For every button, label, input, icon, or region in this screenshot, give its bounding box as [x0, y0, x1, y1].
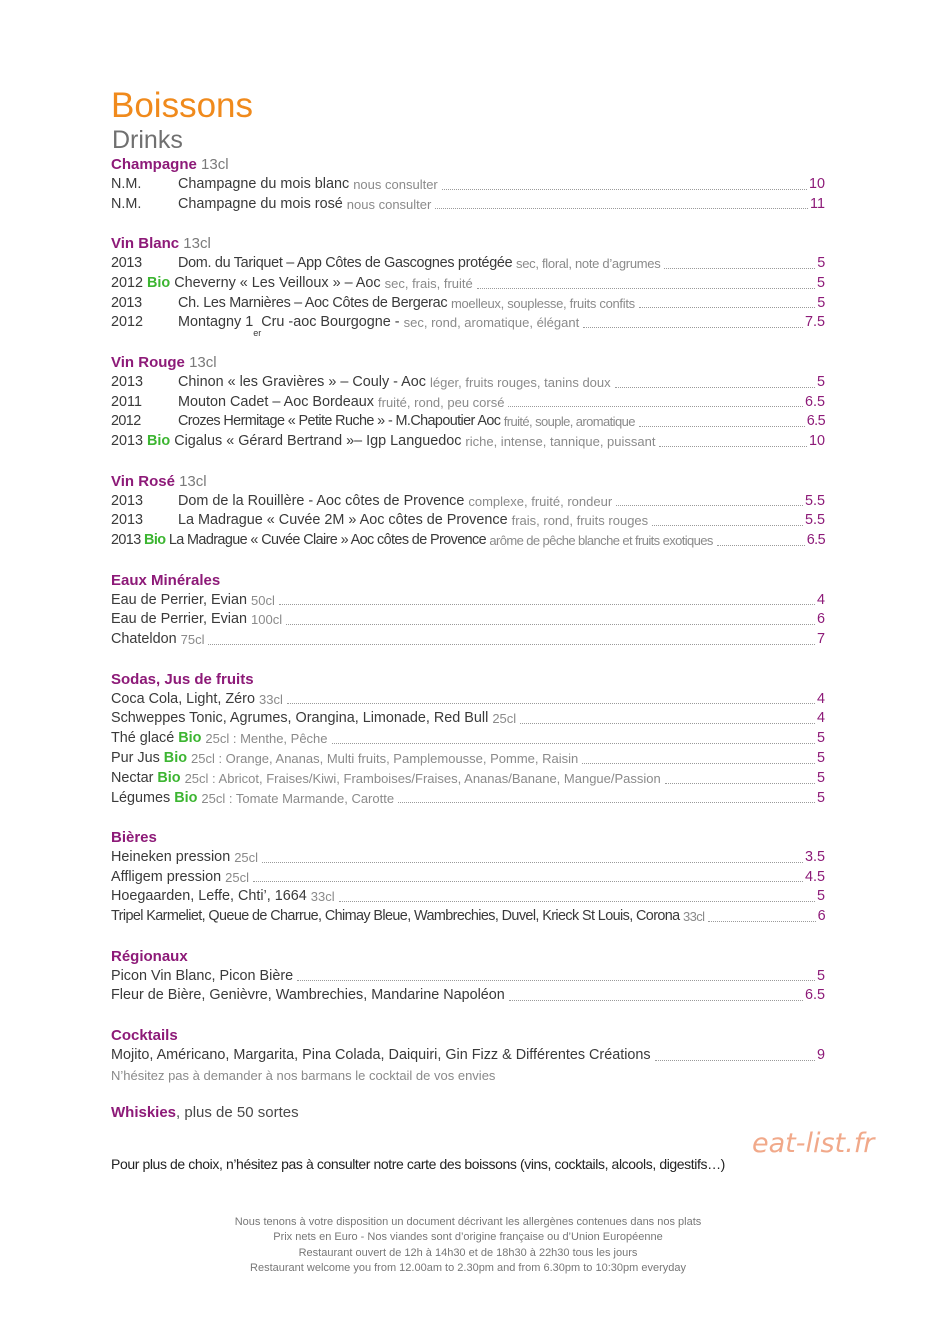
- row-name: Cheverny « Les Veilloux » – Aoc: [174, 274, 381, 291]
- dot-leader: [582, 763, 815, 764]
- menu-row: [111, 274, 825, 294]
- row-name: Eau de Perrier, Evian: [111, 611, 247, 628]
- dot-leader: [297, 980, 815, 981]
- row-name: Cigalus « Gérard Bertrand »– Igp Languedoc: [174, 433, 462, 450]
- row-desc: 33cl: [683, 909, 705, 925]
- section-header: [111, 472, 825, 492]
- menu-page: [111, 86, 825, 1123]
- row-price: 11: [810, 195, 825, 212]
- row-name: Légumes: [111, 789, 171, 806]
- menu-row: [111, 492, 825, 512]
- section-eaux-minerales: [111, 571, 825, 650]
- dot-leader: [659, 446, 807, 447]
- dot-leader: [262, 862, 803, 863]
- row-price: 5: [816, 730, 825, 747]
- bio-badge: Bio: [174, 789, 198, 806]
- menu-row: [111, 848, 825, 868]
- row-desc: arôme de pêche blanche et fruits exotiques: [489, 533, 713, 549]
- dot-leader: [253, 881, 803, 882]
- row-year: 2013: [111, 254, 142, 271]
- dot-leader: [286, 624, 815, 625]
- row-name: Dom de la Rouillère - Aoc côtes de Provence: [178, 492, 465, 509]
- row-year: 2013: [111, 294, 142, 311]
- bio-badge: Bio: [178, 730, 202, 747]
- page-subtitle: Drinks: [112, 126, 183, 154]
- section-title: Régionaux: [111, 947, 188, 965]
- row-name: Crozes Hermitage « Petite Ruche » - M.Chapoutier Aoc: [178, 413, 501, 430]
- section-vin-rose: [111, 472, 825, 551]
- row-desc: 33cl: [310, 889, 335, 905]
- dot-leader: [339, 901, 815, 902]
- row-name: Tripel Karmeliet, Queue de Charrue, Chimay Bleue, Wambrechies, Duvel, Krieck St Louis, Corona: [111, 908, 680, 925]
- section-header: [111, 670, 825, 690]
- row-price: 3.5: [804, 848, 825, 865]
- section-header: [111, 571, 825, 591]
- menu-row: 2012 Montagny 1 er Cru -aoc Bourgogne - sec, rond, aromatique, élégant 7.5: [111, 314, 825, 339]
- dot-leader: [398, 802, 815, 803]
- row-name: Schweppes Tonic, Agrumes, Orangina, Limonade, Red Bull: [111, 710, 489, 727]
- row-name: Thé glacé: [111, 730, 175, 747]
- row-name: Chinon « les Gravières » – Couly - Aoc: [178, 373, 426, 390]
- menu-row: [111, 373, 825, 393]
- menu-row: [111, 254, 825, 274]
- row-name: Nectar: [111, 769, 154, 786]
- row-desc: nous consulter: [346, 196, 432, 212]
- row-desc: sec, floral, note d’agrumes: [516, 255, 661, 271]
- row-desc: moelleux, souplesse, fruits confits: [450, 295, 635, 311]
- dot-leader: [717, 545, 805, 546]
- footer-line: Prix nets en Euro - Nos viandes sont d’origine française ou d’Union Européenne: [273, 1231, 663, 1244]
- cocktail-note: N’hésitez pas à demander à nos barmans le cocktail de vos envies: [111, 1067, 496, 1083]
- row-desc: 25cl: [225, 869, 249, 885]
- section-header: [111, 828, 825, 848]
- dot-leader: [477, 288, 815, 289]
- page-title: Boissons: [111, 86, 254, 125]
- menu-row: [111, 294, 825, 314]
- section-title: Vin Rosé: [111, 472, 175, 490]
- row-name-cont: Cru -aoc Bourgogne -: [261, 314, 400, 331]
- row-name: Coca Cola, Light, Zéro: [111, 690, 255, 707]
- section-title: Bières: [111, 829, 157, 847]
- section-volume: 13cl: [183, 235, 211, 253]
- row-year: 2013: [111, 532, 141, 549]
- footer: [0, 1215, 936, 1276]
- row-price: 9: [816, 1046, 825, 1063]
- section-title: Champagne: [111, 156, 197, 173]
- row-name: La Madrague « Cuvée 2M » Aoc côtes de Provence: [178, 512, 508, 529]
- row-desc: nous consulter: [353, 176, 438, 192]
- row-price: 6: [817, 908, 825, 925]
- watermark-logo: eat-list.fr: [752, 1128, 875, 1159]
- row-name: Chateldon: [111, 631, 177, 648]
- dot-leader: [639, 426, 805, 427]
- more-choice-note: Pour plus de choix, n’hésitez pas à consulter notre carte des boissons (vins, cocktails, alcools, digestifs…): [111, 1156, 725, 1172]
- whiskies-title: Whiskies: [111, 1103, 177, 1121]
- menu-row: [111, 630, 825, 650]
- row-price: 5: [817, 294, 825, 311]
- row-price: 5: [816, 789, 825, 806]
- row-desc: fruité, rond, peu corsé: [378, 394, 505, 410]
- row-price: 4.5: [804, 868, 825, 885]
- dot-leader: [279, 604, 815, 605]
- section-header: [111, 353, 825, 373]
- row-desc: 33cl: [258, 691, 283, 707]
- row-desc: 75cl: [180, 632, 205, 648]
- menu-row: [111, 868, 825, 888]
- row-year: 2012: [111, 314, 144, 331]
- dot-leader: [655, 1060, 815, 1061]
- menu-row: [111, 769, 825, 789]
- row-name: Pur Jus: [111, 749, 160, 766]
- section-vin-rouge: [111, 353, 825, 452]
- section-title: Sodas, Jus de fruits: [111, 670, 254, 688]
- menu-row: [111, 887, 825, 907]
- row-name: Champagne du mois rosé: [178, 195, 343, 212]
- row-price: 7.5: [804, 314, 825, 331]
- row-price: 5: [816, 749, 825, 766]
- menu-row: [111, 986, 825, 1006]
- row-price: 6.5: [806, 532, 825, 549]
- dot-leader: [664, 268, 815, 269]
- section-sodas: [111, 670, 825, 809]
- row-name: Mouton Cadet – Aoc Bordeaux: [178, 393, 375, 410]
- row-name: La Madrague « Cuvée Claire » Aoc côtes de Provence: [168, 532, 487, 549]
- row-desc: 25cl : Tomate Marmande, Carotte: [201, 790, 395, 806]
- row-name: Hoegaarden, Leffe, Chti’, 1664: [111, 888, 307, 905]
- section-regionaux: [111, 947, 825, 1006]
- row-price: 6: [816, 611, 825, 628]
- section-header: [111, 155, 825, 175]
- row-price: 5: [816, 274, 825, 291]
- row-desc: 25cl: [234, 849, 259, 865]
- row-price: 5: [817, 254, 825, 271]
- dot-leader: [639, 307, 815, 308]
- section-volume: 13cl: [179, 472, 207, 490]
- section-bieres: [111, 828, 825, 927]
- row-desc: 100cl: [251, 612, 283, 628]
- dot-leader: [332, 743, 815, 744]
- menu-row: [111, 591, 825, 611]
- menu-row: [111, 907, 825, 927]
- dot-leader: [508, 406, 803, 407]
- dot-leader: [615, 387, 815, 388]
- row-price: 10: [808, 433, 825, 450]
- row-price: 10: [808, 175, 825, 192]
- row-name: Eau de Perrier, Evian: [111, 591, 247, 608]
- row-desc: frais, rond, fruits rouges: [511, 513, 649, 529]
- row-year: 2013: [111, 512, 144, 529]
- row-year: N.M.: [111, 195, 142, 212]
- row-desc: léger, fruits rouges, tanins doux: [429, 374, 611, 390]
- menu-row: [111, 531, 825, 551]
- dot-leader: [435, 208, 808, 209]
- footer-line: Nous tenons à votre disposition un document décrivant les allergènes contenues dans nos plats: [234, 1216, 702, 1228]
- section-champagne: [111, 155, 825, 214]
- row-price: 6.5: [804, 987, 825, 1004]
- dot-leader: [509, 1000, 803, 1001]
- row-name: Mojito, Américano, Margarita, Pina Colada, Daiquiri, Gin Fizz & Différentes Créations: [111, 1046, 651, 1063]
- row-year: 2012: [111, 413, 141, 430]
- menu-row: [111, 195, 825, 215]
- bio-badge: Bio: [147, 274, 171, 291]
- dot-leader: [583, 327, 803, 328]
- row-name: Affligem pression: [111, 868, 222, 885]
- dot-leader: [287, 703, 815, 704]
- row-desc: sec, frais, fruité: [384, 275, 473, 291]
- row-desc: 25cl : Menthe, Pêche: [205, 731, 328, 747]
- dot-leader: [616, 505, 803, 506]
- section-title: Cocktails: [111, 1027, 178, 1045]
- menu-row: [111, 789, 825, 809]
- row-price: 4: [816, 591, 825, 608]
- row-price: 5: [816, 888, 825, 905]
- row-year: 2013: [111, 492, 144, 509]
- row-desc: sec, rond, aromatique, élégant: [403, 315, 580, 331]
- whiskies-detail: , plus de 50 sortes: [176, 1103, 299, 1121]
- section-header: [111, 234, 825, 254]
- section-title: Eaux Minérales: [111, 571, 221, 589]
- menu-row: [111, 610, 825, 630]
- row-price: 6.5: [804, 393, 825, 410]
- row-price: 4: [816, 690, 825, 707]
- section-volume: 13cl: [201, 156, 229, 173]
- dot-leader: [652, 525, 803, 526]
- footer-line: Restaurant ouvert de 12h à 14h30 et de 18h30 à 22h30 tous les jours: [298, 1246, 638, 1259]
- section-header: [111, 947, 825, 967]
- row-desc: 50cl: [251, 592, 275, 608]
- row-price: 6.5: [806, 413, 825, 430]
- row-price: 5: [816, 373, 825, 390]
- dot-leader: [520, 723, 815, 724]
- dot-leader: [708, 921, 815, 922]
- row-year: N.M.: [111, 175, 142, 192]
- menu-row: [111, 175, 825, 195]
- row-name: Heineken pression: [111, 848, 231, 865]
- bio-badge: Bio: [163, 749, 187, 766]
- menu-row: [111, 1046, 825, 1066]
- menu-row: [111, 967, 825, 987]
- row-name: Montagny 1: [178, 314, 254, 331]
- menu-row: [111, 729, 825, 749]
- dot-leader: [442, 189, 807, 190]
- row-desc: riche, intense, tannique, puissant: [465, 434, 656, 450]
- menu-row: [111, 432, 825, 452]
- row-name: Fleur de Bière, Genièvre, Wambrechies, Mandarine Napoléon: [111, 987, 505, 1004]
- section-cocktails: [111, 1026, 825, 1085]
- menu-row: [111, 709, 825, 729]
- section-title: Vin Rouge: [111, 353, 185, 371]
- row-name: Dom. du Tariquet – App Côtes de Gascognes protégée: [178, 254, 513, 271]
- row-price: 5: [816, 769, 825, 786]
- row-name: Ch. Les Marnières – Aoc Côtes de Bergerac: [178, 294, 448, 311]
- row-price: 4: [816, 710, 825, 727]
- row-desc: 25cl: [492, 711, 517, 727]
- section-header: [111, 1026, 825, 1046]
- footer-line: Restaurant welcome you from 12.00am to 2.30pm and from 6.30pm to 10:30pm everyday: [250, 1261, 686, 1274]
- row-price: 5: [816, 967, 825, 984]
- row-price: 5.5: [804, 512, 825, 529]
- row-year: 2013: [111, 433, 144, 450]
- section-title: Vin Blanc: [111, 235, 180, 253]
- dot-leader: [208, 644, 815, 645]
- row-desc: complexe, fruité, rondeur: [468, 493, 613, 509]
- row-price: 5.5: [804, 492, 825, 509]
- row-year: 2012: [111, 274, 144, 291]
- row-year: 2011: [111, 393, 142, 410]
- dot-leader: [665, 783, 815, 784]
- row-desc: 25cl : Abricot, Fraises/Kiwi, Framboises/Fraises, Ananas/Banane, Mangue/Passion: [184, 770, 661, 786]
- menu-row: [111, 690, 825, 710]
- menu-row: [111, 412, 825, 432]
- bio-badge: Bio: [147, 433, 171, 450]
- bio-badge: Bio: [157, 769, 181, 786]
- row-price: 7: [816, 631, 825, 648]
- row-year: 2013: [111, 373, 144, 390]
- menu-row: [111, 511, 825, 531]
- whiskies-line: [111, 1103, 825, 1123]
- row-name: Champagne du mois blanc: [178, 175, 350, 192]
- menu-row: [111, 393, 825, 413]
- menu-row: [111, 749, 825, 769]
- section-volume: 13cl: [189, 353, 217, 371]
- bio-badge: Bio: [144, 532, 166, 549]
- row-desc: 25cl : Orange, Ananas, Multi fruits, Pamplemousse, Pomme, Raisin: [190, 750, 579, 766]
- row-desc: fruité, souple, aromatique: [503, 414, 635, 430]
- row-name: Picon Vin Blanc, Picon Bière: [111, 967, 294, 984]
- section-vin-blanc: [111, 234, 825, 339]
